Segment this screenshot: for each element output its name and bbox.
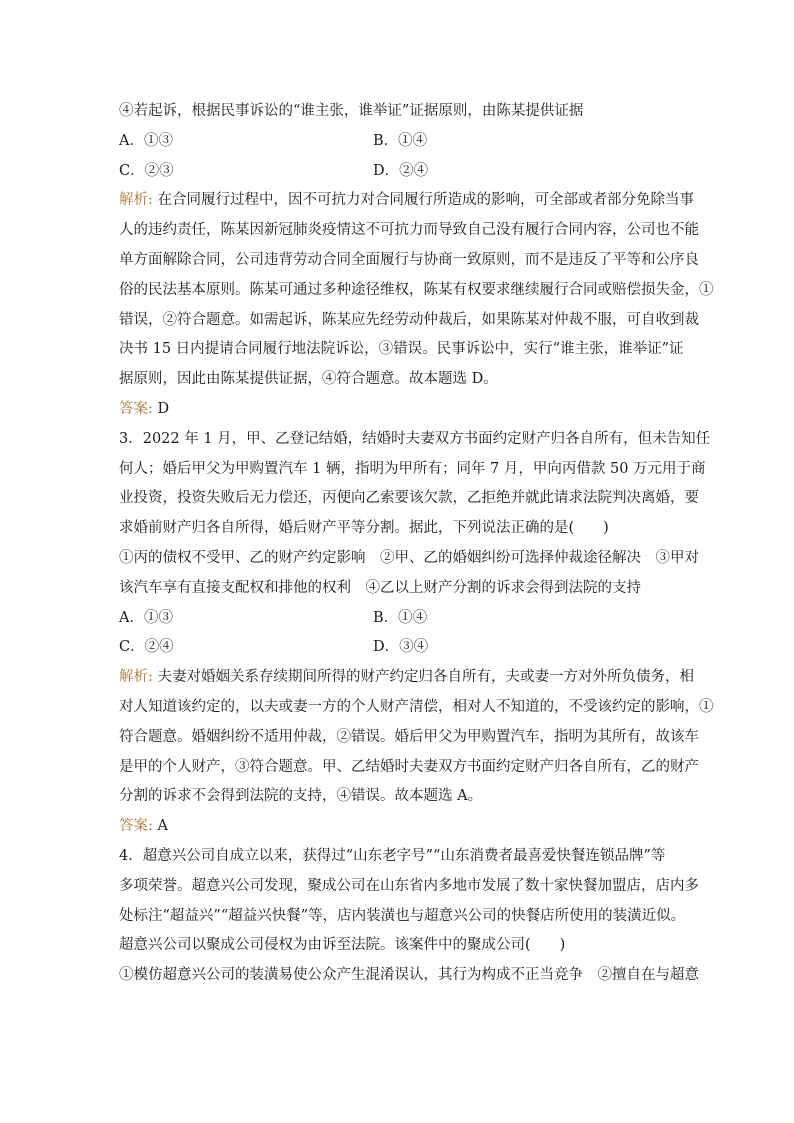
q4-stem-line: 多项荣誉。超意兴公司发现，聚成公司在山东省内多地市发展了数十家快餐加盟店，店内多 (119, 877, 699, 894)
q2-options-row-1 (119, 129, 679, 153)
q2-analysis-line: 人的违约责任，陈某因新冠肺炎疫情这不可抗力而导致自己没有履行合同内容，公司也不能 (119, 222, 699, 239)
q3-stem-line: 业投资，投资失败后无力偿还，丙便向乙索要该欠款，乙拒绝并就此请求法院判决离婚，要 (119, 490, 699, 507)
q3-analysis-label: 解析: (119, 669, 153, 686)
q2-analysis-label: 解析: (119, 192, 153, 209)
q3-answer-value: A (152, 818, 168, 835)
q2-analysis-text: 在合同履行过程中，因不可抗力对合同履行所造成的影响，可全部或者部分免除当事 (152, 192, 694, 209)
q3-stem-line: 3．2022 年 1 月，甲、乙登记结婚，结婚时夫妻双方书面约定财产归各自所有，但未告知任 (119, 430, 711, 447)
q2-option-b: B．①④ (373, 132, 428, 149)
q3-analysis-line: 是甲的个人财产，③符合题意。甲、乙结婚时夫妻双方书面约定财产归各自所有，乙的财产 (119, 758, 699, 775)
q3-statement-line: ①丙的债权不受甲、乙的财产约定影响 ②甲、乙的婚姻纠纷可选择仲裁途径解决 ③甲对 (119, 549, 699, 566)
q3-analysis-line (119, 665, 694, 689)
q2-answer-value: D (152, 400, 170, 417)
q3-analysis-line: 符合题意。婚姻纠纷不适用仲裁，②错误。婚后甲父为甲购置汽车，指明为其所有，故该车 (119, 728, 699, 745)
q2-analysis-line (119, 188, 694, 212)
q3-stem-line: 求婚前财产归各自所得，婚后财产平等分割。据此，下列说法正确的是( ) (119, 520, 609, 537)
q2-options-row-2 (119, 159, 679, 183)
q3-stem-line: 何人；婚后甲父为甲购置汽车 1 辆，指明为甲所有；同年 7 月，甲向丙借款 50 万元用于商 (119, 460, 706, 477)
q2-analysis-line: 据原则，因此由陈某提供证据，④符合题意。故本题选 D。 (119, 371, 498, 388)
q2-option-d: D．②④ (373, 162, 429, 179)
q2-analysis-line: 错误，②符合题意。如需起诉，陈某应先经劳动仲裁后，如果陈某对仲裁不服，可自收到裁 (119, 311, 699, 328)
q4-stem-line: 超意兴公司以聚成公司侵权为由诉至法院。该案件中的聚成公司( ) (119, 937, 566, 954)
q4-statement-line: ①模仿超意兴公司的装潢易使公众产生混淆误认，其行为构成不正当竞争 ②擅自在与超意 (119, 967, 699, 984)
q3-options-row-2 (119, 635, 679, 659)
q2-statement-4: ④若起诉，根据民事诉讼的“谁主张，谁举证”证据原则，由陈某提供证据 (119, 103, 584, 119)
q2-answer (119, 397, 679, 421)
q3-options-row-1 (119, 606, 679, 630)
q3-option-b: B．①④ (373, 609, 428, 626)
q2-option-c: C．②③ (119, 162, 174, 179)
q2-analysis-line: 单方面解除合同，公司违背劳动合同全面履行与协商一致原则，而不是违反了平等和公序良 (119, 251, 699, 268)
q2-analysis-line: 俗的民法基本原则。陈某可通过多种途径维权，陈某有权要求继续履行合同或赔偿损失金，① (119, 281, 714, 298)
q3-option-c: C．②④ (119, 639, 174, 656)
q2-answer-label: 答案: (119, 400, 153, 417)
q2-analysis-line: 决书 15 日内提请合同履行地法院诉讼，③错误。民事诉讼中，实行“谁主张，谁举证”证 (119, 341, 684, 358)
q4-stem-line: 处标注“超益兴”“超益兴快餐”等，店内装潢也与超意兴公司的快餐店所使用的装潢近似。 (119, 907, 686, 924)
q3-analysis-line: 分割的诉求不会得到法院的支持，④错误。故本题选 A。 (119, 788, 483, 805)
q3-analysis-line: 对人知道该约定的，以夫或妻一方的个人财产清偿，相对人不知道的，不受该约定的影响，① (119, 698, 714, 715)
q3-analysis-text: 夫妻对婚姻关系存续期间所得的财产约定归各自所有，夫或妻一方对外所负债务，相 (152, 669, 694, 686)
q3-option-a: A．①③ (119, 609, 173, 626)
q4-stem-line: 4．超意兴公司自成立以来，获得过“山东老字号”“山东消费者最喜爱快餐连锁品牌”等 (119, 847, 666, 864)
q3-answer-label: 答案: (119, 818, 153, 835)
q3-answer (119, 814, 679, 838)
document-page (119, 99, 714, 993)
q3-option-d: D．③④ (373, 639, 429, 656)
q2-option-a: A．①③ (119, 132, 173, 149)
q3-statement-line: 该汽车享有直接支配权和排他的权利 ④乙以上财产分割的诉求会得到法院的支持 (119, 579, 641, 596)
